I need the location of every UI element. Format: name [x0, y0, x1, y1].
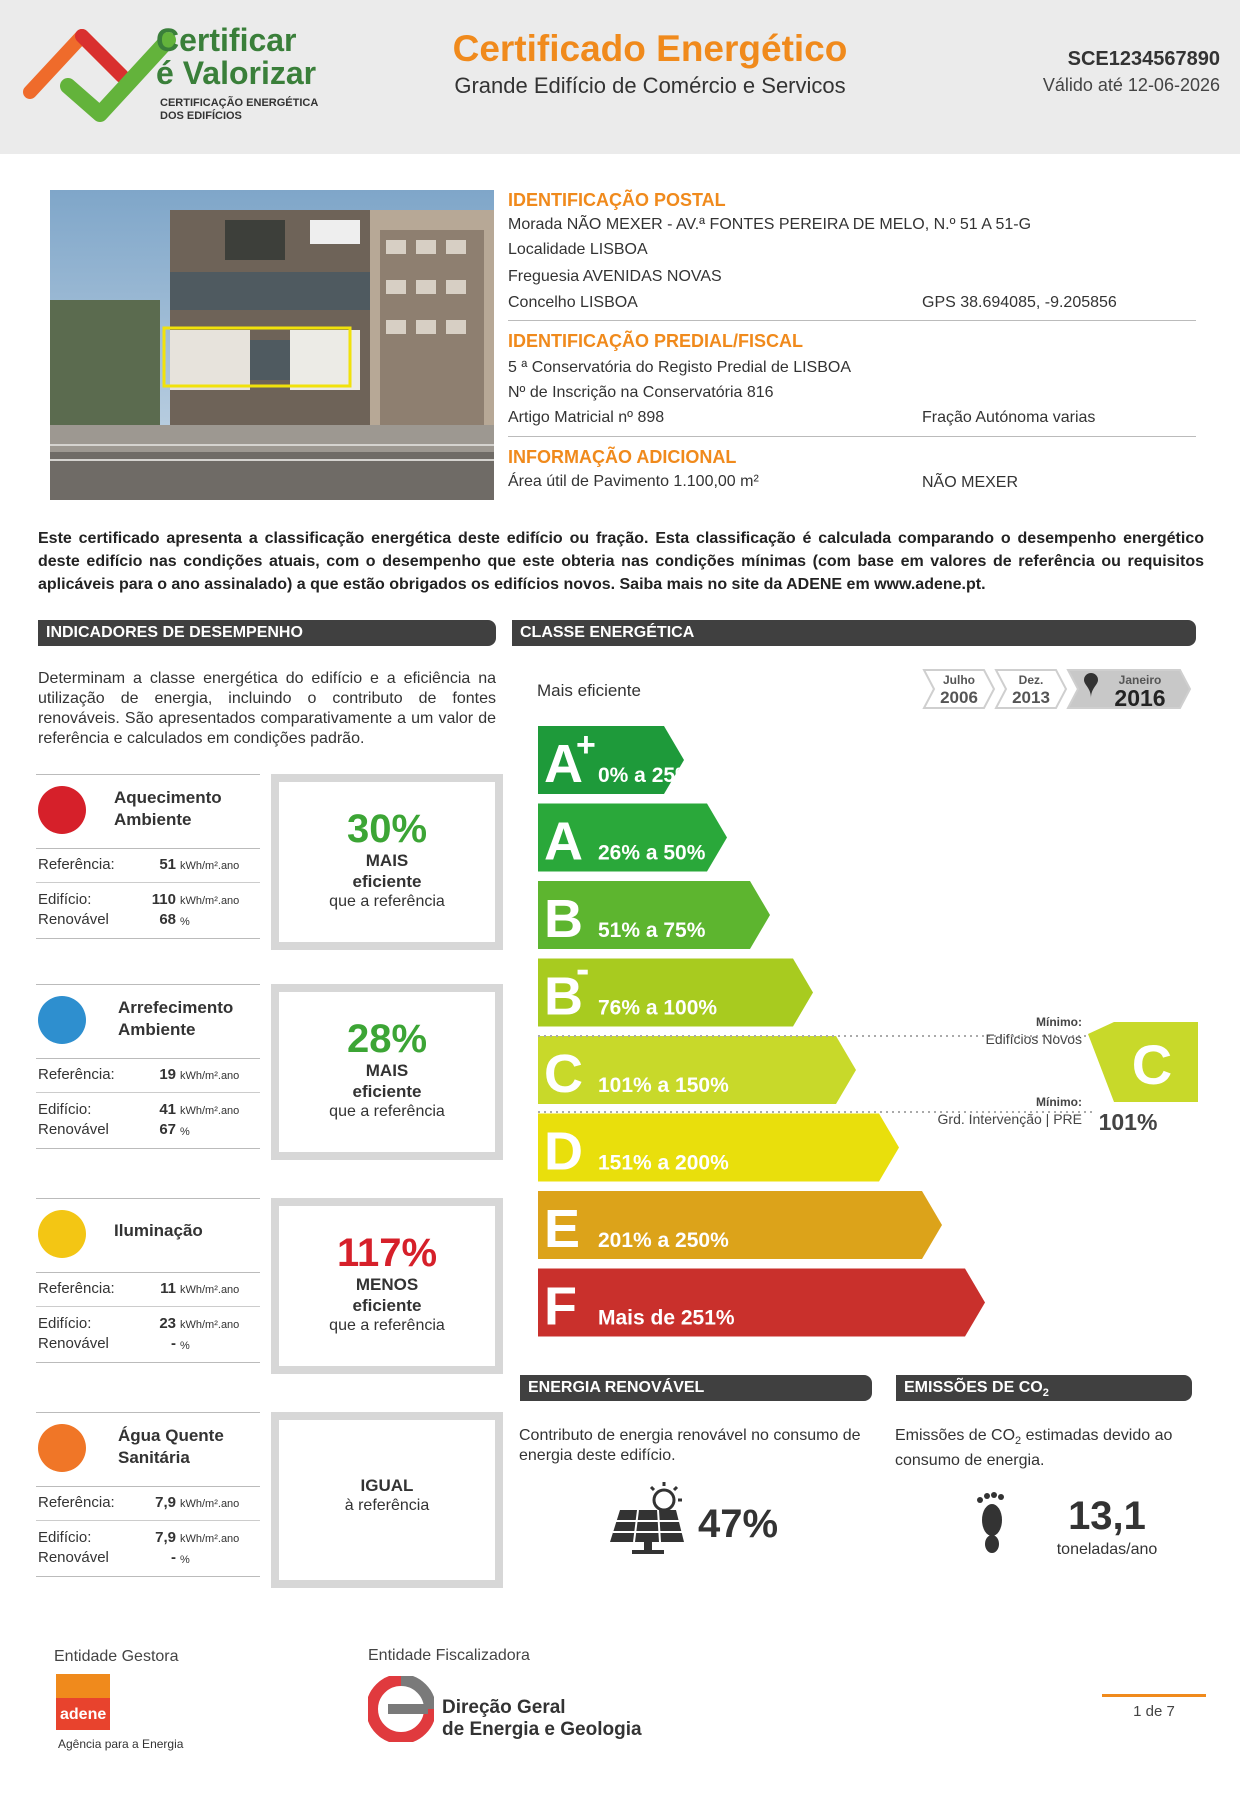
indicator-divider [36, 1306, 260, 1307]
renewable-heading: ENERGIA RENOVÁVEL [520, 1375, 872, 1401]
indicators-heading: INDICADORES DE DESEMPENHO [38, 620, 496, 646]
postal-concelho: Concelho LISBOA [508, 294, 638, 311]
minimum-label: Mínimo: [1036, 1015, 1082, 1029]
indicator-name [114, 1220, 203, 1242]
class-letter: F [544, 1276, 577, 1337]
emissions-desc-1: Emissões de CO [895, 1427, 1016, 1444]
renewable-label: Renovável [38, 911, 109, 928]
class-modifier: - [576, 947, 590, 992]
page-marker-line [1102, 1694, 1206, 1697]
class-range: Mais de 251% [598, 1306, 735, 1330]
reference-value: 11 [160, 1280, 176, 1297]
dgeg-line2: de Energia e Geologia [442, 1719, 642, 1740]
heating-fan-icon [38, 786, 86, 834]
indicator-result-box [271, 1198, 503, 1374]
adene-logo-text: adene [60, 1706, 107, 1723]
cooling-fan-icon [38, 996, 86, 1044]
class-modifier: + [576, 726, 596, 764]
indicator-efficiency-word: eficiente [352, 1082, 422, 1101]
class-range: 76% a 100% [598, 996, 718, 1020]
indicator-bottom-rule [36, 1148, 260, 1149]
reference-label: Referência: [38, 1280, 115, 1297]
indicator-bottom-rule [36, 938, 260, 939]
emissions-heading-text: EMISSÕES DE CO [904, 1379, 1043, 1396]
building-label: Edifício: [38, 1101, 92, 1118]
indicator-efficiency-word: eficiente [352, 1296, 422, 1315]
renewable-share-value: - [171, 1335, 176, 1352]
building-value: 23 [159, 1315, 176, 1332]
indicator-name [118, 1425, 224, 1469]
class-letter: B [544, 889, 583, 949]
dgeg-logo-icon [368, 1676, 434, 1742]
reference-unit: kWh/m².ano [180, 1498, 240, 1510]
reference-value: 19 [159, 1066, 176, 1083]
indicator-result [279, 808, 495, 912]
adene-logo [56, 1674, 110, 1730]
building-value: 7,9 [155, 1529, 176, 1546]
class-letter: E [544, 1199, 581, 1259]
valid-until: Válido até 12-06-2026 [1042, 75, 1220, 95]
footprint-icon [970, 1486, 1010, 1556]
minimum-new-label: Edifícios Novos [985, 1031, 1082, 1047]
building-unit: kWh/m².ano [180, 895, 240, 907]
renewable-share-value: 67 [159, 1121, 176, 1138]
reference-value: 51 [159, 856, 176, 873]
indicator-name [114, 787, 222, 831]
indicator-percentage: 117% [336, 1231, 438, 1275]
indicator-result-box [271, 1412, 503, 1588]
indicator-name-line1: Aquecimento [114, 788, 222, 807]
emissions-unit: toneladas/ano [1056, 1541, 1158, 1558]
lightbulb-icon [38, 1210, 86, 1258]
building-label: Edifício: [38, 891, 92, 908]
postal-gps: GPS 38.694085, -9.205856 [922, 294, 1117, 311]
solar-panel-icon [602, 1480, 694, 1556]
renewable-share-unit: % [180, 916, 190, 928]
reference-unit: kWh/m².ano [180, 1284, 240, 1296]
renewable-share-unit: % [180, 1126, 190, 1138]
renewable-description: Contributo de energia renovável no consumo de energia deste edifício. [519, 1427, 861, 1464]
class-range: 201% a 250% [598, 1229, 729, 1252]
page-number: 1 de 7 [1133, 1703, 1175, 1720]
intro-paragraph: Este certificado apresenta a classificação energética deste edifício ou fração. Esta classificação é calculada comparando o desempenho energético deste edifício nas condições atuais, com o desempenho que este obteria nas condições mínimas (com base em valores de referência ou requisitos aplicáveis para o ano assinalado) a que estão obrigados os edifícios novos. Saiba mais no site da ADENE em www.adene.pt. [38, 530, 1204, 593]
gestora-label: Entidade Gestora [54, 1648, 179, 1665]
indicator-name-line1: Água Quente [118, 1426, 224, 1445]
energy-class-heading: CLASSE ENERGÉTICA [512, 620, 1196, 646]
emissions-desc-sub: 2 [1015, 1435, 1022, 1448]
indicator-comparison-word: IGUAL [360, 1476, 414, 1495]
emissions-heading-sub: 2 [1042, 1387, 1049, 1400]
indicator-name-line2: Ambiente [118, 1020, 196, 1039]
indicator-name [118, 997, 233, 1041]
reference-unit: kWh/m².ano [180, 1070, 240, 1082]
building-unit: kWh/m².ano [180, 1105, 240, 1117]
building-value: 41 [159, 1101, 176, 1118]
indicator-result [279, 1018, 495, 1122]
document-subtitle: Grande Edifício de Comércio e Servicos [454, 73, 846, 98]
predial-fracao: Fração Autónoma varias [922, 409, 1096, 426]
current-class-letter: C [1131, 1033, 1173, 1096]
indicator-top-rule [36, 1412, 260, 1413]
adicional-area: Área útil de Pavimento 1.100,00 m² [508, 473, 759, 490]
postal-morada: Morada NÃO MEXER - AV.ª FONTES PEREIRA DE MELO, N.º 51 A 51-G [508, 216, 1032, 233]
class-letter: B [544, 966, 583, 1027]
class-letter: D [544, 1121, 583, 1182]
indicator-percentage: 28% [346, 1017, 428, 1061]
header-band [0, 0, 1240, 154]
indicator-result-box [271, 774, 503, 950]
indicator-name-line2: Ambiente [114, 810, 192, 829]
year-month: Julho [943, 673, 975, 687]
renewable-label: Renovável [38, 1121, 109, 1138]
indicator-top-rule [36, 1198, 260, 1199]
class-range: 101% a 150% [598, 1074, 729, 1097]
building-unit: kWh/m².ano [180, 1319, 240, 1331]
reference-unit: kWh/m².ano [180, 860, 240, 872]
predial-heading: IDENTIFICAÇÃO PREDIAL/FISCAL [508, 331, 803, 351]
emissions-description [895, 1426, 1205, 1471]
indicator-result [279, 1232, 495, 1336]
current-class-percentage: 101% [1098, 1109, 1158, 1135]
energy-class-scale [534, 726, 1204, 1351]
building-label: Edifício: [38, 1315, 92, 1332]
indicator-efficiency-word: eficiente [352, 872, 422, 891]
indicator-bottom-rule [36, 1576, 260, 1577]
class-range: 51% a 75% [598, 919, 706, 942]
class-range: 26% a 50% [598, 841, 706, 865]
class-letter: A [544, 734, 583, 794]
year-value: 2006 [940, 688, 978, 707]
indicator-reference-text: à referência [344, 1497, 430, 1514]
indicator-bottom-rule [36, 1362, 260, 1363]
class-range: 0% a 25% [598, 764, 694, 787]
year-value: 2016 [1114, 685, 1166, 710]
logo-small-line1: CERTIFICAÇÃO ENERGÉTICA [160, 97, 319, 109]
indicator-name-line1: Arrefecimento [118, 998, 234, 1017]
indicator-result-box [271, 984, 503, 1160]
building-unit: kWh/m².ano [180, 1533, 240, 1545]
most-efficient-label: Mais eficiente [537, 681, 641, 700]
divider [508, 320, 1196, 321]
logo-small-line2: DOS EDIFÍCIOS [160, 110, 242, 122]
postal-heading: IDENTIFICAÇÃO POSTAL [508, 190, 726, 210]
indicator-top-rule [36, 774, 260, 775]
indicator-divider [36, 848, 260, 849]
dgeg-line1: Direção Geral [442, 1697, 566, 1718]
indicator-divider [36, 1486, 260, 1487]
renewable-label: Renovável [38, 1335, 109, 1352]
building-label: Edifício: [38, 1529, 92, 1546]
reference-label: Referência: [38, 856, 115, 873]
year-value: 2013 [1012, 688, 1050, 707]
certificate-number: SCE1234567890 [1067, 48, 1220, 70]
logo-line2: é Valorizar [156, 55, 317, 91]
emissions-desc-2: estimadas devido ao consumo de energia. [895, 1427, 1173, 1470]
year-month: Janeiro [1118, 673, 1162, 687]
document-title: Certificado Energético [452, 28, 848, 69]
emissions-heading [896, 1375, 1192, 1401]
renewable-label: Renovável [38, 1549, 109, 1566]
indicator-divider [36, 1272, 260, 1273]
reference-value: 7,9 [155, 1494, 176, 1511]
regulation-years [922, 668, 1196, 710]
postal-freguesia: Freguesia AVENIDAS NOVAS [508, 268, 722, 285]
class-letter: C [544, 1044, 583, 1104]
renewable-share-unit: % [180, 1554, 190, 1566]
reference-label: Referência: [38, 1494, 115, 1511]
indicator-divider [36, 882, 260, 883]
indicator-result [279, 1475, 495, 1516]
renewable-value: 47% [698, 1502, 779, 1546]
predial-conservatoria: 5 ª Conservatória do Registo Predial de LISBOA [508, 359, 851, 376]
class-letter: A [544, 811, 583, 872]
indicator-percentage: 30% [346, 807, 428, 851]
minimum-label: Mínimo: [1036, 1095, 1082, 1109]
reference-label: Referência: [38, 1066, 115, 1083]
indicator-name-line1: Iluminação [114, 1221, 203, 1240]
indicator-top-rule [36, 984, 260, 985]
minimum-intervention-label: Grd. Intervenção | PRE [937, 1111, 1082, 1127]
divider [508, 436, 1196, 437]
postal-localidade: Localidade LISBOA [508, 241, 648, 258]
fiscal-label: Entidade Fiscalizadora [368, 1647, 530, 1664]
predial-inscricao: Nº de Inscrição na Conservatória 816 [508, 384, 774, 401]
indicator-reference-text: que a referência [329, 1103, 445, 1120]
indicator-comparison-word: MAIS [365, 1061, 409, 1080]
renewable-share-value: - [171, 1549, 176, 1566]
indicator-comparison-word: MAIS [365, 851, 409, 870]
adicional-note: NÃO MEXER [922, 474, 1019, 491]
class-range: 151% a 200% [598, 1151, 729, 1175]
logo-line1: Certificar [156, 22, 297, 58]
renewable-share-value: 68 [159, 911, 176, 928]
indicator-divider [36, 1058, 260, 1059]
indicator-divider [36, 1520, 260, 1521]
emissions-value: 13,1 [1068, 1494, 1146, 1538]
indicator-reference-text: que a referência [329, 893, 445, 910]
indicator-name-line2: Sanitária [118, 1448, 190, 1467]
year-month: Dez. [1018, 673, 1044, 687]
indicator-reference-text: que a referência [329, 1317, 445, 1334]
adicional-heading: INFORMAÇÃO ADICIONAL [508, 447, 737, 467]
indicator-divider [36, 1092, 260, 1093]
indicator-comparison-word: MENOS [355, 1275, 419, 1294]
building-value: 110 [151, 891, 176, 908]
hot-water-icon [38, 1424, 86, 1472]
predial-artigo: Artigo Matricial nº 898 [508, 409, 665, 426]
renewable-share-unit: % [180, 1340, 190, 1352]
indicators-description: Determinam a classe energética do edifício e a eficiência na utilização de energia, incluindo o contributo de fontes renováveis. São apresentados comparativamente a um valor de referência e calculados em condições padrão. [38, 670, 496, 747]
adene-tagline: Agência para a Energia [58, 1737, 184, 1751]
building-photo [50, 190, 494, 500]
